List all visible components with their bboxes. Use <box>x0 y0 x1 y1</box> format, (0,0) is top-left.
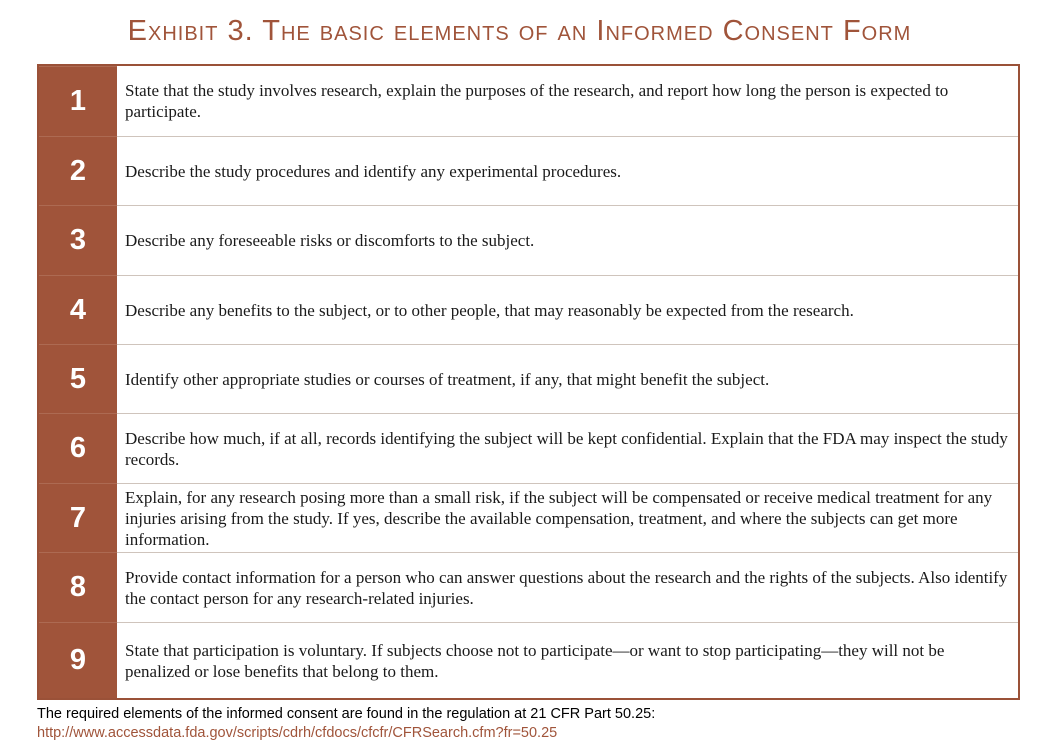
table-row <box>39 205 1018 275</box>
table-row <box>39 344 1018 414</box>
row-number: 7 <box>39 483 117 553</box>
exhibit-title: Exhibit 3. The basic elements of an Informed Consent Form <box>127 15 912 47</box>
row-number: 1 <box>39 66 117 136</box>
fda-regulation-link[interactable]: http://www.accessdata.fda.gov/scripts/cdrh/cfdocs/cfcfr/CFRSearch.cfm?fr=50.25 <box>37 725 558 741</box>
row-text: State that the study involves research, explain the purposes of the research, and report how long the person is expected to participate. <box>125 81 949 121</box>
footer-text: The required elements of the informed consent are found in the regulation at 21 CFR Part 50.25: <box>37 706 656 722</box>
table-row <box>39 552 1018 622</box>
row-number: 8 <box>39 552 117 622</box>
table-row <box>39 413 1018 483</box>
row-text: Explain, for any research posing more than a small risk, if the subject will be compensated or receive medical treatment for any injuries arising from the study. If yes, describe the available compensation, treatment, and where the subjects can get more information. <box>117 483 1018 553</box>
row-number: 6 <box>39 413 117 483</box>
row-number: 5 <box>39 344 117 414</box>
row-number: 2 <box>39 136 117 206</box>
table-row <box>39 136 1018 206</box>
row-text: Describe any benefits to the subject, or to other people, that may reasonably be expected from the research. <box>117 275 1018 345</box>
row-text: Identify other appropriate studies or courses of treatment, if any, that might benefit the subject. <box>117 344 1018 414</box>
row-number: 4 <box>39 275 117 345</box>
consent-elements-table <box>37 64 1020 700</box>
row-text: Describe how much, if at all, records identifying the subject will be kept confidential. Explain that the FDA may inspect the study records. <box>117 413 1018 483</box>
table-row <box>39 66 1018 136</box>
row-number: 9 <box>39 622 117 698</box>
row-number: 3 <box>39 205 117 275</box>
row-text: Provide contact information for a person who can answer questions about the research and the rights of the subjects. Also identify the contact person for any research-related injuries. <box>117 552 1018 622</box>
table-row <box>39 275 1018 345</box>
row-text: State that participation is voluntary. If subjects choose not to participate—or want to stop participating—they will not be penalized or lose benefits that belong to them. <box>117 622 1018 698</box>
row-text: Describe the study procedures and identify any experimental procedures. <box>117 136 1018 206</box>
row-text: Describe any foreseeable risks or discomforts to the subject. <box>117 205 1018 275</box>
footer-note <box>37 705 1017 743</box>
table-row <box>39 622 1018 698</box>
table-row <box>39 483 1018 553</box>
